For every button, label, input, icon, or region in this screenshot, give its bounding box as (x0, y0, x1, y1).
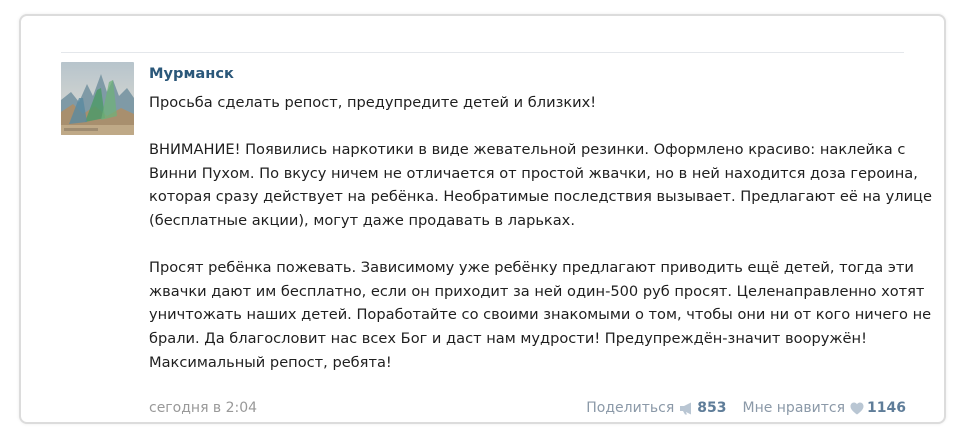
paragraph-gap (149, 233, 939, 257)
top-divider (61, 52, 904, 53)
like-label: Мне нравится (742, 400, 846, 416)
megaphone-icon (679, 402, 694, 415)
heart-icon (850, 402, 864, 415)
share-label: Поделиться (586, 400, 675, 416)
post-card (19, 14, 946, 424)
post-content (149, 63, 939, 374)
post-text-paragraph: Просят ребёнка пожевать. Зависимому уже ребёнку предлагают приводить ещё детей, тогда эти жвачки дают им бесплатно, если он приходит за ней один-500 руб просят. Целенаправленно хотят уничтожать наших детей. Поработайте со своими знакомыми о том, чтобы они ни от кого ничего не брали. Да благословит нас всех Бог и даст нам мудрости! Предупреждён-значит вооружён! Максимальный репост, ребята! (149, 259, 932, 371)
post-text-paragraph: Просьба сделать репост, предупредите детей и близких! (149, 94, 597, 111)
post-text-paragraph: ВНИМАНИЕ! Появились наркотики в виде жевательной резинки. Оформлено красиво: наклейка с Винни Пухом. По вкусу ничем не отличается от простой жвачки, но в ней находится доза героина, которая сразу действует на ребёнка. Необратимые последствия вызывает. Предлагают её на улице (бесплатные акции), могут даже продавать в ларьках. (149, 141, 932, 229)
post-actions (586, 397, 906, 419)
avatar-image (61, 62, 134, 135)
like-button[interactable] (742, 397, 906, 419)
avatar[interactable] (61, 62, 134, 135)
paragraph-gap (149, 115, 939, 139)
post-footer (149, 397, 906, 419)
author-name[interactable]: Мурманск (149, 65, 234, 82)
post-date[interactable]: сегодня в 2:04 (149, 400, 258, 416)
share-count: 853 (697, 400, 727, 416)
like-count: 1146 (867, 400, 906, 416)
share-button[interactable] (586, 397, 726, 419)
